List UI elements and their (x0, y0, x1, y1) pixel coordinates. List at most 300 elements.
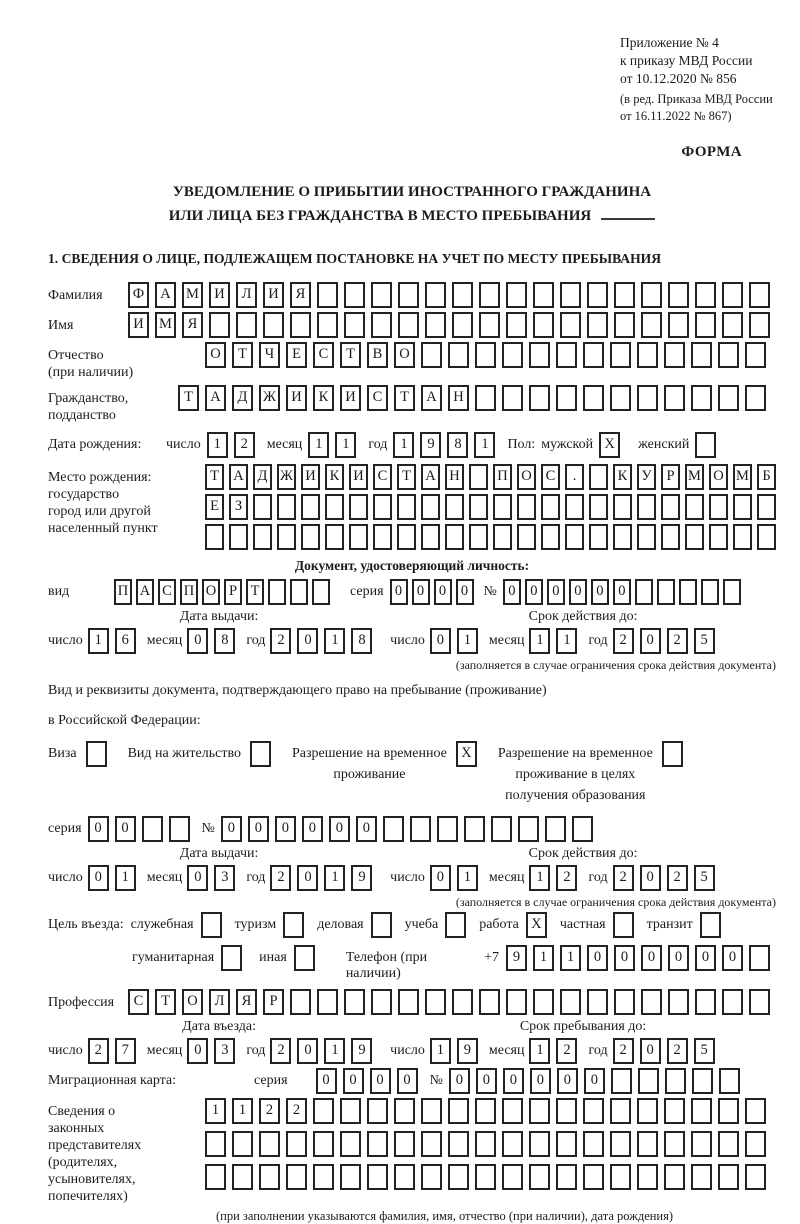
char-box[interactable]: С (367, 385, 388, 411)
char-box[interactable] (452, 989, 473, 1015)
char-box[interactable] (493, 524, 512, 550)
char-box[interactable]: 2 (259, 1098, 280, 1124)
char-box[interactable] (533, 312, 554, 338)
char-box[interactable] (452, 282, 473, 308)
char-box[interactable] (373, 494, 392, 520)
char-box[interactable] (583, 1131, 604, 1157)
char-box[interactable] (718, 1131, 739, 1157)
char-box[interactable] (313, 1164, 334, 1190)
char-box[interactable] (421, 1131, 442, 1157)
char-box[interactable] (229, 524, 248, 550)
char-box[interactable]: З (229, 494, 248, 520)
char-box[interactable] (665, 1068, 686, 1094)
char-box[interactable]: 9 (506, 945, 527, 971)
char-box[interactable] (691, 1164, 712, 1190)
char-box[interactable] (668, 989, 689, 1015)
char-box[interactable] (700, 912, 721, 938)
char-box[interactable] (529, 342, 550, 368)
char-box[interactable] (517, 524, 536, 550)
char-box[interactable] (589, 494, 608, 520)
char-box[interactable]: 0 (297, 628, 318, 654)
char-box[interactable]: 0 (530, 1068, 551, 1094)
char-box[interactable] (502, 1098, 523, 1124)
char-box[interactable]: 1 (529, 1038, 550, 1064)
char-box[interactable]: Ф (128, 282, 149, 308)
char-box[interactable]: 5 (694, 865, 715, 891)
char-box[interactable]: . (565, 464, 584, 490)
char-box[interactable] (448, 1164, 469, 1190)
char-box[interactable]: 0 (430, 865, 451, 891)
char-box[interactable]: 0 (614, 945, 635, 971)
char-box[interactable] (614, 989, 635, 1015)
char-box[interactable]: 1 (335, 432, 356, 458)
char-box[interactable] (701, 579, 719, 605)
char-box[interactable] (709, 524, 728, 550)
char-box[interactable] (394, 1164, 415, 1190)
char-box[interactable] (371, 912, 392, 938)
char-box[interactable] (610, 1098, 631, 1124)
char-box[interactable]: 0 (343, 1068, 364, 1094)
char-box[interactable] (533, 282, 554, 308)
char-box[interactable]: 0 (187, 628, 208, 654)
char-box[interactable]: 1 (533, 945, 554, 971)
char-box[interactable] (410, 816, 431, 842)
char-box[interactable] (610, 1131, 631, 1157)
char-box[interactable] (425, 312, 446, 338)
char-box[interactable] (232, 1164, 253, 1190)
char-box[interactable]: 3 (214, 1038, 235, 1064)
char-box[interactable] (448, 342, 469, 368)
char-box[interactable]: 9 (351, 865, 372, 891)
char-box[interactable] (709, 494, 728, 520)
char-box[interactable]: 9 (420, 432, 441, 458)
char-box[interactable] (517, 494, 536, 520)
char-box[interactable]: С (128, 989, 149, 1015)
char-box[interactable]: 0 (88, 865, 109, 891)
char-box[interactable] (565, 524, 584, 550)
char-box[interactable] (290, 579, 308, 605)
char-box[interactable]: 1 (393, 432, 414, 458)
char-box[interactable] (664, 385, 685, 411)
char-box[interactable]: 8 (447, 432, 468, 458)
char-box[interactable]: П (180, 579, 198, 605)
char-box[interactable] (506, 989, 527, 1015)
char-box[interactable] (589, 464, 608, 490)
char-box[interactable] (253, 494, 272, 520)
char-box[interactable]: М (182, 282, 203, 308)
char-box[interactable] (695, 432, 716, 458)
char-box[interactable] (259, 1131, 280, 1157)
char-box[interactable] (668, 312, 689, 338)
char-box[interactable] (277, 494, 296, 520)
char-box[interactable] (209, 312, 230, 338)
char-box[interactable]: 9 (457, 1038, 478, 1064)
char-box[interactable]: К (313, 385, 334, 411)
char-box[interactable] (445, 524, 464, 550)
char-box[interactable] (723, 579, 741, 605)
char-box[interactable] (367, 1131, 388, 1157)
char-box[interactable] (268, 579, 286, 605)
char-box[interactable] (205, 1164, 226, 1190)
char-box[interactable] (668, 282, 689, 308)
char-box[interactable]: Д (232, 385, 253, 411)
char-box[interactable]: О (202, 579, 220, 605)
char-box[interactable] (313, 1098, 334, 1124)
char-box[interactable] (718, 385, 739, 411)
char-box[interactable] (325, 524, 344, 550)
char-box[interactable]: А (421, 385, 442, 411)
char-box[interactable] (232, 1131, 253, 1157)
char-box[interactable] (692, 1068, 713, 1094)
char-box[interactable] (317, 989, 338, 1015)
char-box[interactable] (641, 282, 662, 308)
char-box[interactable]: С (158, 579, 176, 605)
char-box[interactable] (610, 342, 631, 368)
char-box[interactable] (664, 1098, 685, 1124)
char-box[interactable] (491, 816, 512, 842)
char-box[interactable] (745, 342, 766, 368)
char-box[interactable]: С (373, 464, 392, 490)
char-box[interactable] (277, 524, 296, 550)
char-box[interactable] (469, 524, 488, 550)
char-box[interactable] (317, 282, 338, 308)
char-box[interactable]: Т (178, 385, 199, 411)
char-box[interactable]: 1 (474, 432, 495, 458)
char-box[interactable]: 0 (356, 816, 377, 842)
char-box[interactable] (635, 579, 653, 605)
char-box[interactable] (637, 524, 656, 550)
char-box[interactable]: С (541, 464, 560, 490)
char-box[interactable] (529, 1098, 550, 1124)
char-box[interactable]: 0 (302, 816, 323, 842)
char-box[interactable]: А (205, 385, 226, 411)
char-box[interactable]: П (114, 579, 132, 605)
char-box[interactable]: Ж (277, 464, 296, 490)
char-box[interactable] (398, 989, 419, 1015)
char-box[interactable]: А (229, 464, 248, 490)
char-box[interactable] (325, 494, 344, 520)
char-box[interactable] (641, 989, 662, 1015)
char-box[interactable]: Т (205, 464, 224, 490)
char-box[interactable] (475, 385, 496, 411)
char-box[interactable]: 0 (449, 1068, 470, 1094)
char-box[interactable]: 1 (232, 1098, 253, 1124)
char-box[interactable] (367, 1164, 388, 1190)
char-box[interactable]: 6 (115, 628, 136, 654)
char-box[interactable]: 1 (556, 628, 577, 654)
char-box[interactable] (529, 1131, 550, 1157)
char-box[interactable] (312, 579, 330, 605)
char-box[interactable]: Ж (259, 385, 280, 411)
char-box[interactable]: 7 (115, 1038, 136, 1064)
char-box[interactable] (236, 312, 257, 338)
char-box[interactable] (286, 1164, 307, 1190)
char-box[interactable]: 1 (324, 865, 345, 891)
char-box[interactable]: 8 (351, 628, 372, 654)
char-box[interactable] (349, 494, 368, 520)
char-box[interactable]: Р (661, 464, 680, 490)
char-box[interactable] (718, 342, 739, 368)
char-box[interactable] (637, 385, 658, 411)
char-box[interactable] (283, 912, 304, 938)
char-box[interactable] (475, 1098, 496, 1124)
char-box[interactable] (613, 494, 632, 520)
char-box[interactable]: 1 (207, 432, 228, 458)
char-box[interactable]: 0 (569, 579, 587, 605)
char-box[interactable] (661, 494, 680, 520)
char-box[interactable]: 5 (694, 1038, 715, 1064)
char-box[interactable]: 0 (557, 1068, 578, 1094)
char-box[interactable]: Т (155, 989, 176, 1015)
char-box[interactable]: С (313, 342, 334, 368)
char-box[interactable] (479, 312, 500, 338)
char-box[interactable] (479, 989, 500, 1015)
char-box[interactable] (397, 494, 416, 520)
char-box[interactable] (560, 312, 581, 338)
char-box[interactable]: 0 (297, 1038, 318, 1064)
char-box[interactable]: 2 (88, 1038, 109, 1064)
char-box[interactable] (259, 1164, 280, 1190)
char-box[interactable] (587, 989, 608, 1015)
char-box[interactable] (421, 1164, 442, 1190)
char-box[interactable]: 1 (308, 432, 329, 458)
char-box[interactable]: 2 (667, 1038, 688, 1064)
char-box[interactable] (662, 741, 683, 767)
char-box[interactable] (685, 494, 704, 520)
char-box[interactable]: О (205, 342, 226, 368)
char-box[interactable]: 1 (115, 865, 136, 891)
char-box[interactable]: 0 (248, 816, 269, 842)
char-box[interactable] (469, 464, 488, 490)
char-box[interactable]: 2 (270, 628, 291, 654)
char-box[interactable] (679, 579, 697, 605)
char-box[interactable]: 0 (390, 579, 408, 605)
char-box[interactable] (613, 524, 632, 550)
char-box[interactable]: 0 (640, 865, 661, 891)
char-box[interactable]: И (340, 385, 361, 411)
char-box[interactable]: 1 (205, 1098, 226, 1124)
char-box[interactable] (502, 1164, 523, 1190)
char-box[interactable] (340, 1164, 361, 1190)
char-box[interactable]: К (325, 464, 344, 490)
char-box[interactable]: 0 (275, 816, 296, 842)
char-box[interactable]: Л (236, 282, 257, 308)
char-box[interactable] (556, 1098, 577, 1124)
char-box[interactable] (757, 494, 776, 520)
char-box[interactable]: Т (232, 342, 253, 368)
char-box[interactable] (614, 282, 635, 308)
char-box[interactable]: 1 (560, 945, 581, 971)
char-box[interactable]: Н (448, 385, 469, 411)
char-box[interactable] (691, 385, 712, 411)
char-box[interactable]: Т (246, 579, 264, 605)
char-box[interactable] (502, 342, 523, 368)
char-box[interactable]: 2 (270, 1038, 291, 1064)
char-box[interactable]: 2 (270, 865, 291, 891)
char-box[interactable] (437, 816, 458, 842)
char-box[interactable] (545, 816, 566, 842)
char-box[interactable]: 1 (457, 865, 478, 891)
char-box[interactable] (589, 524, 608, 550)
char-box[interactable]: 0 (412, 579, 430, 605)
char-box[interactable] (691, 1131, 712, 1157)
char-box[interactable]: Р (224, 579, 242, 605)
char-box[interactable] (560, 989, 581, 1015)
char-box[interactable] (421, 342, 442, 368)
char-box[interactable]: 2 (613, 1038, 634, 1064)
char-box[interactable]: 0 (88, 816, 109, 842)
char-box[interactable]: 0 (187, 1038, 208, 1064)
char-box[interactable] (657, 579, 675, 605)
char-box[interactable] (691, 1098, 712, 1124)
char-box[interactable]: 0 (547, 579, 565, 605)
char-box[interactable]: 5 (694, 628, 715, 654)
char-box[interactable] (637, 1164, 658, 1190)
char-box[interactable] (294, 945, 315, 971)
char-box[interactable]: Д (253, 464, 272, 490)
char-box[interactable] (718, 1098, 739, 1124)
char-box[interactable]: О (517, 464, 536, 490)
char-box[interactable] (749, 989, 770, 1015)
char-box[interactable]: О (394, 342, 415, 368)
char-box[interactable]: Н (445, 464, 464, 490)
char-box[interactable] (722, 989, 743, 1015)
char-box[interactable] (421, 494, 440, 520)
char-box[interactable]: 0 (221, 816, 242, 842)
char-box[interactable] (475, 342, 496, 368)
char-box[interactable] (661, 524, 680, 550)
char-box[interactable] (373, 524, 392, 550)
char-box[interactable]: О (182, 989, 203, 1015)
char-box[interactable]: 0 (456, 579, 474, 605)
char-box[interactable] (749, 282, 770, 308)
char-box[interactable] (518, 816, 539, 842)
char-box[interactable]: А (421, 464, 440, 490)
char-box[interactable] (205, 524, 224, 550)
char-box[interactable] (344, 282, 365, 308)
char-box[interactable]: Т (340, 342, 361, 368)
char-box[interactable]: Е (205, 494, 224, 520)
char-box[interactable] (611, 1068, 632, 1094)
char-box[interactable] (745, 385, 766, 411)
char-box[interactable] (749, 312, 770, 338)
char-box[interactable]: 0 (370, 1068, 391, 1094)
char-box[interactable] (421, 524, 440, 550)
char-box[interactable] (638, 1068, 659, 1094)
char-box[interactable] (394, 1131, 415, 1157)
char-box[interactable] (301, 524, 320, 550)
char-box[interactable] (286, 1131, 307, 1157)
char-box[interactable]: X (526, 912, 547, 938)
char-box[interactable] (445, 912, 466, 938)
char-box[interactable]: 0 (613, 579, 631, 605)
char-box[interactable]: 0 (329, 816, 350, 842)
char-box[interactable] (344, 312, 365, 338)
char-box[interactable]: 0 (430, 628, 451, 654)
char-box[interactable]: Р (263, 989, 284, 1015)
char-box[interactable] (205, 1131, 226, 1157)
char-box[interactable] (757, 524, 776, 550)
char-box[interactable] (745, 1131, 766, 1157)
char-box[interactable]: 0 (115, 816, 136, 842)
char-box[interactable]: Б (757, 464, 776, 490)
char-box[interactable]: 1 (324, 1038, 345, 1064)
char-box[interactable] (733, 524, 752, 550)
char-box[interactable] (695, 312, 716, 338)
char-box[interactable] (448, 1098, 469, 1124)
char-box[interactable]: И (286, 385, 307, 411)
char-box[interactable]: 0 (640, 1038, 661, 1064)
char-box[interactable] (718, 1164, 739, 1190)
char-box[interactable] (529, 1164, 550, 1190)
char-box[interactable] (371, 312, 392, 338)
char-box[interactable] (349, 524, 368, 550)
char-box[interactable]: 2 (667, 628, 688, 654)
char-box[interactable]: 0 (476, 1068, 497, 1094)
char-box[interactable] (493, 494, 512, 520)
char-box[interactable]: Т (397, 464, 416, 490)
char-box[interactable] (448, 1131, 469, 1157)
char-box[interactable] (572, 816, 593, 842)
char-box[interactable] (556, 1164, 577, 1190)
char-box[interactable] (541, 524, 560, 550)
char-box[interactable] (637, 342, 658, 368)
char-box[interactable] (583, 342, 604, 368)
char-box[interactable]: 0 (297, 865, 318, 891)
char-box[interactable]: X (599, 432, 620, 458)
char-box[interactable] (733, 494, 752, 520)
char-box[interactable] (398, 282, 419, 308)
char-box[interactable] (691, 342, 712, 368)
char-box[interactable]: 0 (434, 579, 452, 605)
char-box[interactable]: 2 (556, 865, 577, 891)
char-box[interactable] (506, 282, 527, 308)
char-box[interactable] (502, 385, 523, 411)
char-box[interactable]: 2 (613, 865, 634, 891)
char-box[interactable]: К (613, 464, 632, 490)
char-box[interactable] (583, 1098, 604, 1124)
char-box[interactable]: 1 (88, 628, 109, 654)
char-box[interactable]: 2 (556, 1038, 577, 1064)
char-box[interactable]: 0 (584, 1068, 605, 1094)
char-box[interactable] (221, 945, 242, 971)
char-box[interactable]: 0 (641, 945, 662, 971)
char-box[interactable]: Я (290, 282, 311, 308)
char-box[interactable] (253, 524, 272, 550)
char-box[interactable]: И (263, 282, 284, 308)
char-box[interactable]: 1 (529, 865, 550, 891)
char-box[interactable]: 0 (587, 945, 608, 971)
char-box[interactable] (556, 385, 577, 411)
char-box[interactable] (722, 282, 743, 308)
char-box[interactable] (398, 312, 419, 338)
char-box[interactable]: 0 (591, 579, 609, 605)
char-box[interactable] (533, 989, 554, 1015)
char-box[interactable] (340, 1131, 361, 1157)
char-box[interactable] (556, 342, 577, 368)
char-box[interactable]: 2 (613, 628, 634, 654)
char-box[interactable]: М (733, 464, 752, 490)
char-box[interactable] (340, 1098, 361, 1124)
char-box[interactable] (425, 282, 446, 308)
char-box[interactable]: 0 (187, 865, 208, 891)
char-box[interactable] (613, 912, 634, 938)
char-box[interactable] (290, 989, 311, 1015)
char-box[interactable] (664, 1164, 685, 1190)
char-box[interactable]: И (301, 464, 320, 490)
char-box[interactable] (614, 312, 635, 338)
char-box[interactable] (201, 912, 222, 938)
